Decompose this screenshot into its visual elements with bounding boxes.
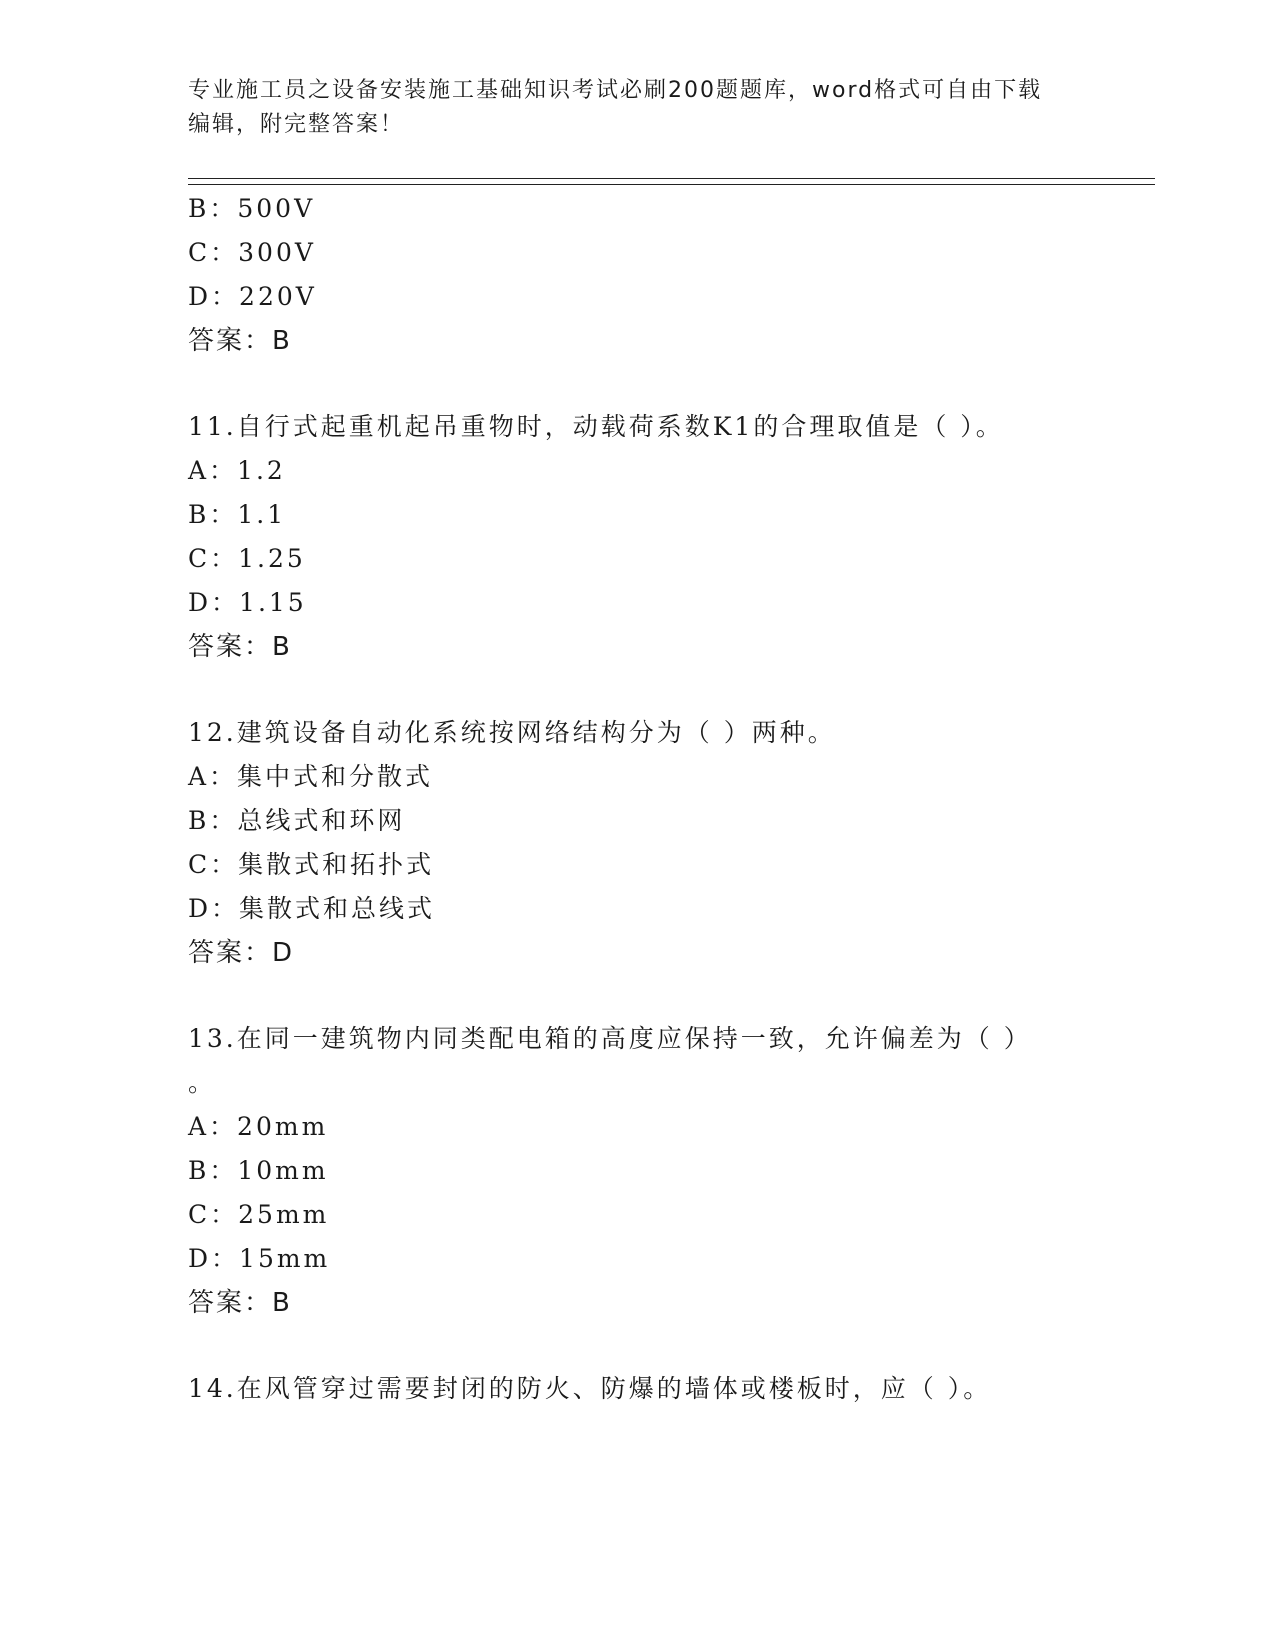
q11-option-a: A：1.2 — [188, 456, 286, 485]
q11-option-b: B：1.1 — [188, 500, 287, 529]
q12-option-a: A：集中式和分散式 — [188, 762, 434, 791]
q11-option-c: C：1.25 — [188, 544, 306, 573]
q12-option-d: D：集散式和总线式 — [188, 894, 436, 923]
q11-option-d: D：1.15 — [188, 588, 307, 617]
document-header — [188, 74, 1088, 142]
q13-option-c: C：25mm — [188, 1200, 330, 1229]
header-title-line1: 专业施工员之设备安装施工基础知识考试必刷200题题库，word格式可自由下载 — [188, 78, 1043, 103]
q12-answer: 答案：D — [188, 938, 295, 968]
q13-question-continuation: 。 — [188, 1068, 217, 1097]
q11-answer: 答案：B — [188, 632, 292, 662]
q10-option-d: D：220V — [188, 282, 317, 311]
header-title-line2: 编辑，附完整答案！ — [188, 112, 405, 137]
q13-option-d: D：15mm — [188, 1244, 331, 1273]
q11-question: 11.自行式起重机起吊重物时，动载荷系数K1的合理取值是（ ）。 — [188, 412, 1004, 441]
q12-option-c: C：集散式和拓扑式 — [188, 850, 435, 879]
q10-option-b: B：500V — [188, 194, 316, 223]
header-divider-bottom — [188, 184, 1155, 185]
q10-option-c: C：300V — [188, 238, 316, 267]
q13-option-b: B：10mm — [188, 1156, 329, 1185]
q13-question: 13.在同一建筑物内同类配电箱的高度应保持一致，允许偏差为（ ） — [188, 1024, 1032, 1053]
q14-question: 14.在风管穿过需要封闭的防火、防爆的墙体或楼板时，应（ ）。 — [188, 1374, 992, 1403]
q13-answer: 答案：B — [188, 1288, 292, 1318]
q12-question: 12.建筑设备自动化系统按网络结构分为（ ）两种。 — [188, 718, 836, 747]
q10-answer: 答案：B — [188, 326, 292, 356]
q12-option-b: B：总线式和环网 — [188, 806, 406, 835]
q13-option-a: A：20mm — [188, 1112, 329, 1141]
header-divider-top — [188, 178, 1155, 179]
